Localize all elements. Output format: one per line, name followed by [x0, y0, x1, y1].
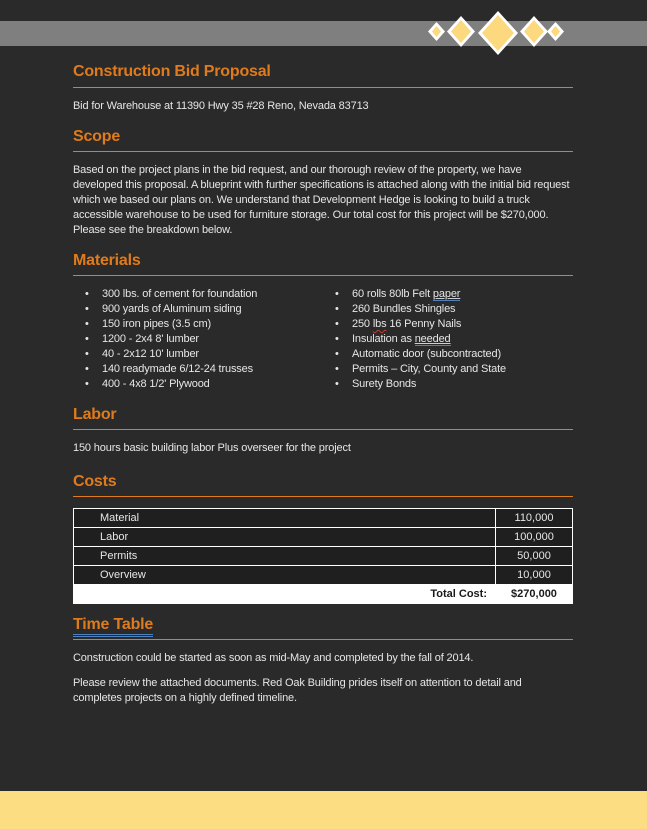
- list-item: [323, 287, 573, 302]
- table-row: [74, 528, 573, 547]
- list-item: [73, 377, 323, 392]
- list-item: [73, 287, 323, 302]
- section-heading-labor: Labor: [73, 406, 573, 430]
- list-item-text: 60 rolls 80lb Felt: [352, 288, 433, 300]
- total-value-cell: $270,000: [496, 585, 573, 604]
- list-item-text: 16 Penny Nails: [386, 318, 462, 330]
- timetable-paragraph-2: Please review the attached documents. Red Oak Building prides itself on attention to detail and completes projects on a highly defined timeline.: [73, 677, 522, 704]
- list-item: [323, 317, 573, 332]
- timetable-paragraph-1: Construction could be started as soon as mid-May and completed by the fall of 2014.: [73, 652, 474, 664]
- table-row: [74, 547, 573, 566]
- list-item-text: 1200 - 2x4 8' lumber: [102, 333, 199, 345]
- list-item-text: Surety Bonds: [352, 378, 417, 390]
- section-heading-costs: Costs: [73, 473, 573, 497]
- diamond-icon: [478, 11, 518, 55]
- list-item: [323, 302, 573, 317]
- cost-label-cell: Permits: [74, 547, 496, 566]
- list-item: [73, 347, 323, 362]
- list-item-text: Permits – City, County and State: [352, 363, 506, 375]
- list-item-text: 150 iron pipes (3.5 cm): [102, 318, 212, 330]
- list-item: [323, 347, 573, 362]
- list-item-text: 140 readymade 6/12-24 trusses: [102, 363, 253, 375]
- list-item-text: Automatic door (subcontracted): [352, 348, 501, 360]
- labor-paragraph: 150 hours basic building labor Plus overseer for the project: [73, 442, 351, 454]
- table-row: [74, 509, 573, 528]
- cost-value-cell: 10,000: [496, 566, 573, 585]
- cost-value-cell: 100,000: [496, 528, 573, 547]
- diamond-icon: [547, 22, 564, 41]
- list-item-text: 300 lbs. of cement for foundation: [102, 288, 258, 300]
- list-item: [323, 332, 573, 347]
- total-label-cell: Total Cost:: [74, 585, 496, 604]
- timetable-heading-text: Time Table: [73, 616, 153, 637]
- materials-list-left: [73, 287, 323, 392]
- list-item: [323, 362, 573, 377]
- materials-columns: [73, 287, 573, 392]
- marked-word: lbs: [372, 318, 387, 330]
- document-subtitle: Bid for Warehouse at 11390 Hwy 35 #28 Reno, Nevada 83713: [73, 100, 369, 112]
- list-item-text: Insulation as: [352, 333, 415, 345]
- cost-label-cell: Labor: [74, 528, 496, 547]
- scope-paragraph: Based on the project plans in the bid request, and our thorough review of the property, we have developed this proposal. A blueprint with further specifications is attached along with the initial bid request which we based our plans on. We understand that Development Hedge is looking to build a truck accessible warehouse to be used for furniture storage. Our total cost for this project will be $270,000. Please see the breakdown below.: [73, 164, 570, 236]
- list-item: [73, 317, 323, 332]
- table-row: [74, 566, 573, 585]
- cost-value-cell: 50,000: [496, 547, 573, 566]
- document-content: [73, 63, 573, 716]
- list-item-text: 400 - 4x8 1/2' Plywood: [102, 378, 210, 390]
- list-item-text: 250: [352, 318, 373, 330]
- diamond-icon: [428, 22, 445, 41]
- list-item-text: 260 Bundles Shingles: [352, 303, 456, 315]
- materials-list-right: [323, 287, 573, 392]
- marked-word: needed: [414, 333, 451, 345]
- cost-value-cell: 110,000: [496, 509, 573, 528]
- section-heading-scope: Scope: [73, 128, 573, 152]
- list-item: [323, 377, 573, 392]
- costs-table-body: [74, 509, 573, 604]
- cost-label-cell: Material: [74, 509, 496, 528]
- diamond-icon: [520, 16, 548, 47]
- cost-label-cell: Overview: [74, 566, 496, 585]
- section-heading-materials: Materials: [73, 252, 573, 276]
- list-item: [73, 332, 323, 347]
- list-item-text: 40 - 2x12 10' lumber: [102, 348, 199, 360]
- page-title: Construction Bid Proposal: [73, 63, 573, 88]
- table-row-total: [74, 585, 573, 604]
- diamond-icon: [447, 16, 475, 47]
- list-item: [73, 362, 323, 377]
- section-heading-timetable: [73, 616, 573, 640]
- costs-table: [73, 508, 573, 604]
- footer-bar: [0, 791, 647, 829]
- marked-word: paper: [432, 288, 461, 300]
- list-item-text: 900 yards of Aluminum siding: [102, 303, 242, 315]
- list-item: [73, 302, 323, 317]
